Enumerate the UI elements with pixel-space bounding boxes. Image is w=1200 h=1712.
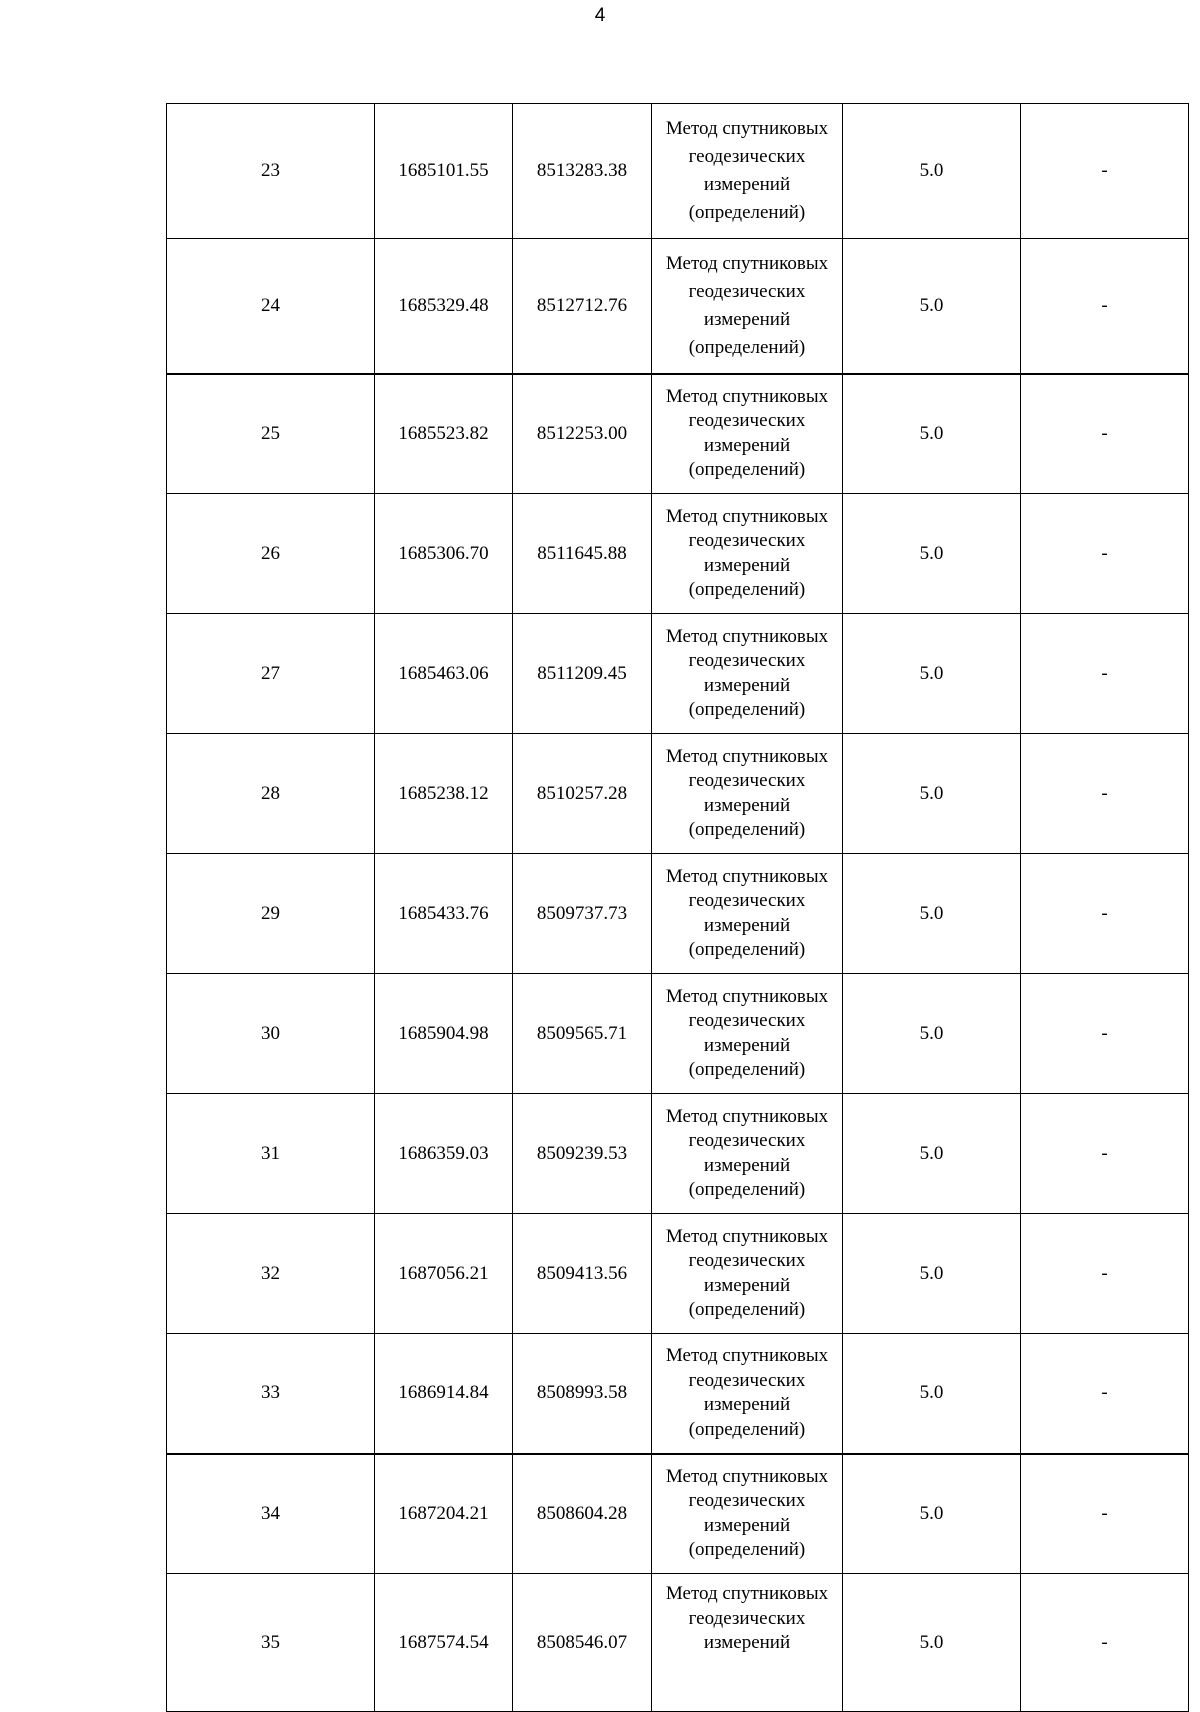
accuracy-cell: 5.0 bbox=[843, 1574, 1021, 1712]
method-line: (определений) bbox=[688, 1299, 806, 1320]
description-cell: - bbox=[1021, 374, 1189, 494]
description-cell: - bbox=[1021, 494, 1189, 614]
point-number-cell: 31 bbox=[167, 1094, 375, 1214]
method-line: измерений bbox=[703, 674, 791, 696]
accuracy-cell: 5.0 bbox=[843, 374, 1021, 494]
point-number-cell: 29 bbox=[167, 854, 375, 974]
method-line: Метод спутниковых bbox=[665, 1465, 829, 1487]
table-row bbox=[167, 974, 1189, 1094]
method-line: (определений) bbox=[688, 459, 806, 481]
method-line: измерений bbox=[703, 914, 791, 936]
point-number-cell: 24 bbox=[167, 239, 375, 374]
method-line: Метод спутниковых bbox=[665, 1105, 829, 1127]
point-number-cell: 27 bbox=[167, 614, 375, 734]
method-line: Метод спутниковых bbox=[665, 745, 829, 767]
description-cell: - bbox=[1021, 854, 1189, 974]
description-cell: - bbox=[1021, 239, 1189, 374]
x-coordinate-cell: 1685329.48 bbox=[375, 239, 513, 374]
x-coordinate-cell: 1685101.55 bbox=[375, 104, 513, 239]
accuracy-cell: 5.0 bbox=[843, 1334, 1021, 1454]
x-coordinate-cell: 1686359.03 bbox=[375, 1094, 513, 1214]
method-line: геодезических bbox=[688, 650, 806, 671]
method-line: измерений bbox=[703, 794, 791, 816]
y-coordinate-cell: 8509239.53 bbox=[513, 1094, 652, 1214]
method-line: (определений) bbox=[688, 939, 806, 960]
x-coordinate-cell: 1685433.76 bbox=[375, 854, 513, 974]
method-line: геодезических bbox=[688, 1250, 806, 1271]
method-line: геодезических bbox=[688, 280, 806, 302]
accuracy-cell: 5.0 bbox=[843, 494, 1021, 614]
method-line: измерений bbox=[703, 1394, 791, 1416]
method-line: (определений) bbox=[688, 336, 806, 358]
y-coordinate-cell: 8509413.56 bbox=[513, 1214, 652, 1334]
x-coordinate-cell: 1685463.06 bbox=[375, 614, 513, 734]
method-cell bbox=[652, 734, 843, 854]
accuracy-cell: 5.0 bbox=[843, 104, 1021, 239]
y-coordinate-cell: 8508993.58 bbox=[513, 1334, 652, 1454]
point-number-cell: 25 bbox=[167, 374, 375, 494]
table-row bbox=[167, 854, 1189, 974]
description-cell: - bbox=[1021, 734, 1189, 854]
table-row bbox=[167, 1094, 1189, 1214]
method-cell bbox=[652, 854, 843, 974]
method-line: измерений bbox=[703, 1154, 791, 1176]
method-line: геодезических bbox=[688, 1130, 806, 1151]
method-line: измерений bbox=[703, 1274, 791, 1296]
table-row bbox=[167, 239, 1189, 374]
method-line: Метод спутниковых bbox=[665, 1345, 829, 1367]
method-line: Метод спутниковых bbox=[665, 1225, 829, 1247]
method-line: измерений bbox=[703, 1632, 791, 1653]
table-row bbox=[167, 734, 1189, 854]
method-line: (определений) bbox=[688, 1179, 806, 1200]
coordinates-table bbox=[166, 103, 1189, 1712]
point-number-cell: 28 bbox=[167, 734, 375, 854]
y-coordinate-cell: 8508546.07 bbox=[513, 1574, 652, 1712]
description-cell: - bbox=[1021, 1334, 1189, 1454]
y-coordinate-cell: 8509737.73 bbox=[513, 854, 652, 974]
y-coordinate-cell: 8511645.88 bbox=[513, 494, 652, 614]
accuracy-cell: 5.0 bbox=[843, 614, 1021, 734]
description-cell: - bbox=[1021, 974, 1189, 1094]
method-line: геодезических bbox=[688, 1369, 806, 1391]
table-row bbox=[167, 1334, 1189, 1454]
method-line: геодезических bbox=[688, 530, 806, 551]
x-coordinate-cell: 1687056.21 bbox=[375, 1214, 513, 1334]
method-line: Метод спутниковых bbox=[665, 625, 829, 647]
method-line: (определений) bbox=[688, 1539, 806, 1561]
method-line: Метод спутниковых bbox=[665, 1583, 829, 1604]
method-line: геодезических bbox=[688, 770, 806, 791]
accuracy-cell: 5.0 bbox=[843, 854, 1021, 974]
x-coordinate-cell: 1685238.12 bbox=[375, 734, 513, 854]
method-line: (определений) bbox=[688, 1418, 806, 1440]
x-coordinate-cell: 1685904.98 bbox=[375, 974, 513, 1094]
x-coordinate-cell: 1687574.54 bbox=[375, 1574, 513, 1712]
x-coordinate-cell: 1686914.84 bbox=[375, 1334, 513, 1454]
method-line: геодезических bbox=[688, 1490, 806, 1512]
method-line: измерений bbox=[703, 554, 791, 576]
method-cell bbox=[652, 1574, 843, 1712]
x-coordinate-cell: 1687204.21 bbox=[375, 1454, 513, 1574]
table-row bbox=[167, 374, 1189, 494]
method-line: геодезических bbox=[688, 1607, 806, 1629]
method-line: геодезических bbox=[688, 410, 806, 432]
method-cell bbox=[652, 494, 843, 614]
method-cell bbox=[652, 1334, 843, 1454]
y-coordinate-cell: 8512253.00 bbox=[513, 374, 652, 494]
table-row bbox=[167, 1454, 1189, 1574]
table-row bbox=[167, 1214, 1189, 1334]
method-line: (определений) bbox=[688, 1059, 806, 1080]
method-line: Метод спутниковых bbox=[665, 505, 829, 527]
table-row bbox=[167, 494, 1189, 614]
method-line: измерений bbox=[703, 434, 791, 456]
point-number-cell: 33 bbox=[167, 1334, 375, 1454]
method-line: Метод спутниковых bbox=[665, 385, 829, 407]
method-cell bbox=[652, 614, 843, 734]
method-line: Метод спутниковых bbox=[665, 985, 829, 1007]
method-line: Метод спутниковых bbox=[665, 118, 829, 139]
description-cell: - bbox=[1021, 1214, 1189, 1334]
method-cell bbox=[652, 974, 843, 1094]
y-coordinate-cell: 8510257.28 bbox=[513, 734, 652, 854]
description-cell: - bbox=[1021, 1454, 1189, 1574]
point-number-cell: 32 bbox=[167, 1214, 375, 1334]
method-line: измерений bbox=[703, 1034, 791, 1056]
point-number-cell: 26 bbox=[167, 494, 375, 614]
method-line: геодезических bbox=[688, 146, 806, 167]
method-line: Метод спутниковых bbox=[665, 252, 829, 274]
method-line: (определений) bbox=[688, 202, 806, 223]
accuracy-cell: 5.0 bbox=[843, 734, 1021, 854]
point-number-cell: 30 bbox=[167, 974, 375, 1094]
point-number-cell: 34 bbox=[167, 1454, 375, 1574]
method-cell bbox=[652, 104, 843, 239]
table-row bbox=[167, 104, 1189, 239]
method-line: измерений bbox=[703, 308, 791, 330]
description-cell: - bbox=[1021, 1094, 1189, 1214]
method-line: (определений) bbox=[688, 699, 806, 720]
method-line: (определений) bbox=[688, 579, 806, 600]
table-row bbox=[167, 614, 1189, 734]
method-cell bbox=[652, 1214, 843, 1334]
method-cell bbox=[652, 1454, 843, 1574]
accuracy-cell: 5.0 bbox=[843, 1214, 1021, 1334]
method-line: геодезических bbox=[688, 1010, 806, 1031]
y-coordinate-cell: 8511209.45 bbox=[513, 614, 652, 734]
accuracy-cell: 5.0 bbox=[843, 1454, 1021, 1574]
accuracy-cell: 5.0 bbox=[843, 239, 1021, 374]
method-cell bbox=[652, 374, 843, 494]
method-line: измерений bbox=[703, 174, 791, 195]
point-number-cell: 23 bbox=[167, 104, 375, 239]
point-number-cell: 35 bbox=[167, 1574, 375, 1712]
y-coordinate-cell: 8508604.28 bbox=[513, 1454, 652, 1574]
method-cell bbox=[652, 239, 843, 374]
table-row bbox=[167, 1574, 1189, 1712]
coordinates-table-body bbox=[167, 104, 1189, 1712]
method-line: Метод спутниковых bbox=[665, 865, 829, 887]
method-line: (определений) bbox=[688, 819, 806, 840]
y-coordinate-cell: 8512712.76 bbox=[513, 239, 652, 374]
accuracy-cell: 5.0 bbox=[843, 974, 1021, 1094]
x-coordinate-cell: 1685306.70 bbox=[375, 494, 513, 614]
method-line: геодезических bbox=[688, 890, 806, 911]
page-number: 4 bbox=[594, 5, 606, 26]
x-coordinate-cell: 1685523.82 bbox=[375, 374, 513, 494]
description-cell: - bbox=[1021, 1574, 1189, 1712]
y-coordinate-cell: 8509565.71 bbox=[513, 974, 652, 1094]
y-coordinate-cell: 8513283.38 bbox=[513, 104, 652, 239]
description-cell: - bbox=[1021, 104, 1189, 239]
accuracy-cell: 5.0 bbox=[843, 1094, 1021, 1214]
method-line: измерений bbox=[703, 1514, 791, 1536]
description-cell: - bbox=[1021, 614, 1189, 734]
method-cell bbox=[652, 1094, 843, 1214]
